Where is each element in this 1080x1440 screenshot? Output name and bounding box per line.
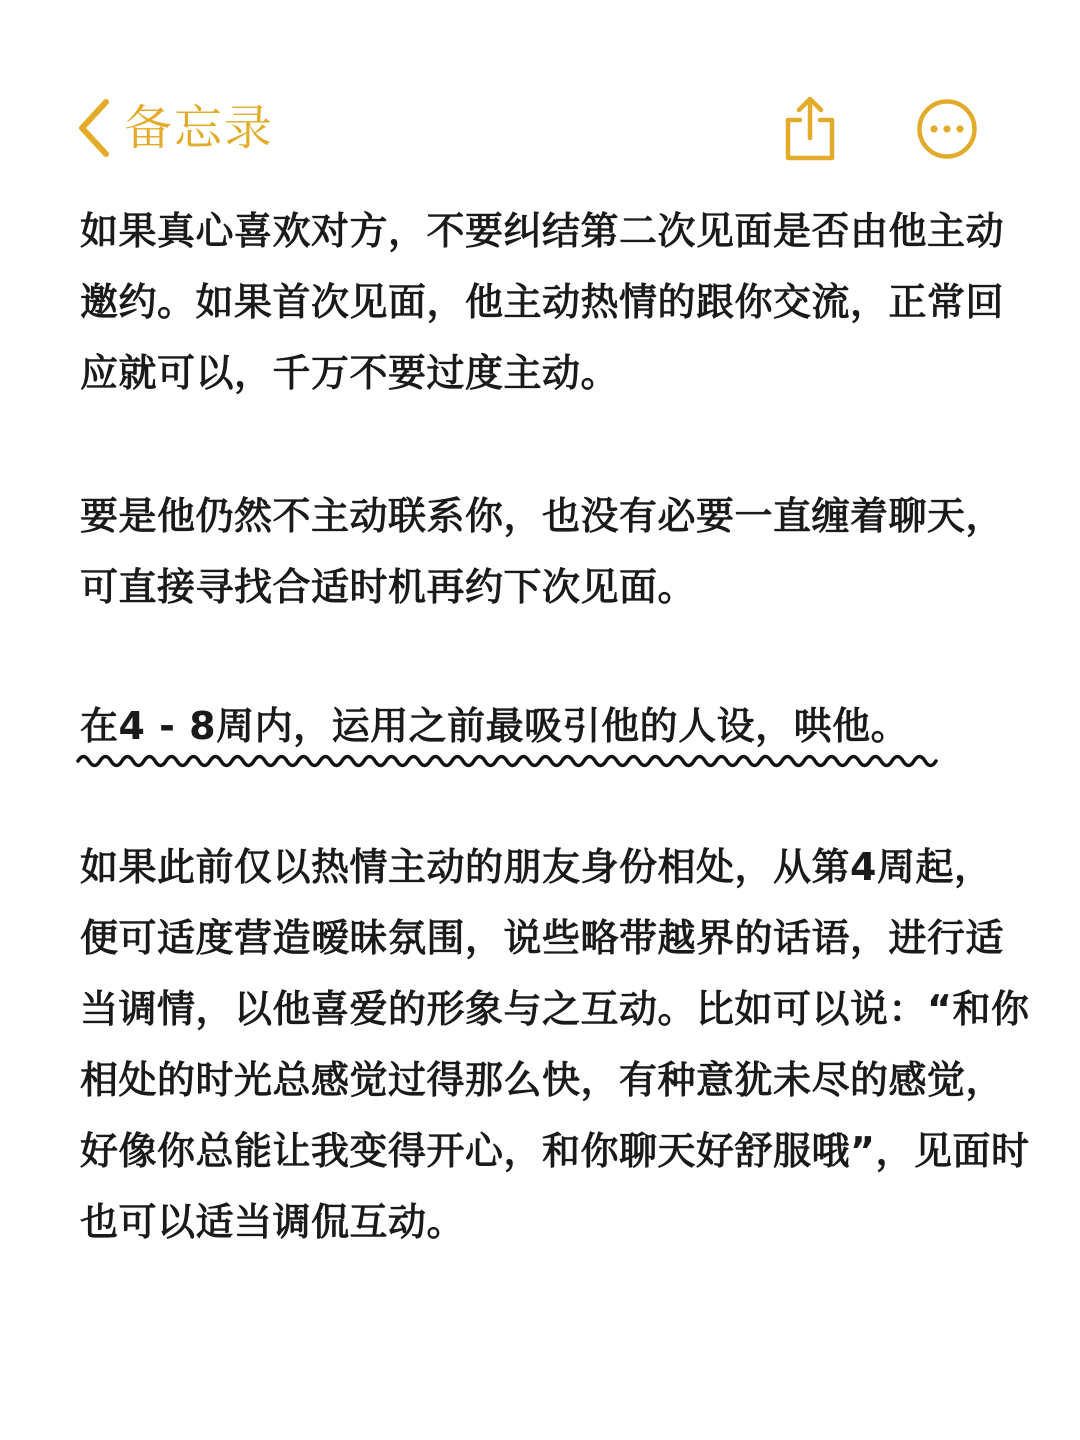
note-body[interactable] — [80, 196, 1030, 1258]
chevron-left-icon — [74, 96, 114, 160]
highlighted-paragraph: 在4 - 8周内，运用之前最吸引他的人设，哄他。 — [80, 704, 910, 748]
highlighted-line — [80, 691, 909, 762]
back-label: 备忘录 — [124, 100, 275, 156]
wavy-underline — [76, 751, 946, 771]
note-paragraph: 如果此前仅以热情主动的朋友身份相处，从第4周起，便可适度营造暧昧氛围，说些略带越界的话语，进行适当调情，以他喜爱的形象与之互动。比如可以说：“和你相处的时光总感觉过得那么快，有种意犹未尽的感觉，好像你总能让我变得开心，和你聊天好舒服哦”，见面时也可以适当调侃互动。 — [80, 845, 1030, 1244]
more-icon[interactable] — [916, 98, 978, 160]
share-icon[interactable] — [782, 94, 838, 162]
navigation-bar — [0, 0, 1080, 190]
note-paragraph: 如果真心喜欢对方，不要纠结第二次见面是否由他主动邀约。如果首次见面，他主动热情的跟你交流，正常回应就可以，千万不要过度主动。 — [80, 209, 1005, 395]
note-paragraph: 要是他仍然不主动联系你，也没有必要一直缠着聊天，可直接寻找合适时机再约下次见面。 — [80, 494, 1005, 609]
back-button[interactable] — [74, 96, 274, 160]
